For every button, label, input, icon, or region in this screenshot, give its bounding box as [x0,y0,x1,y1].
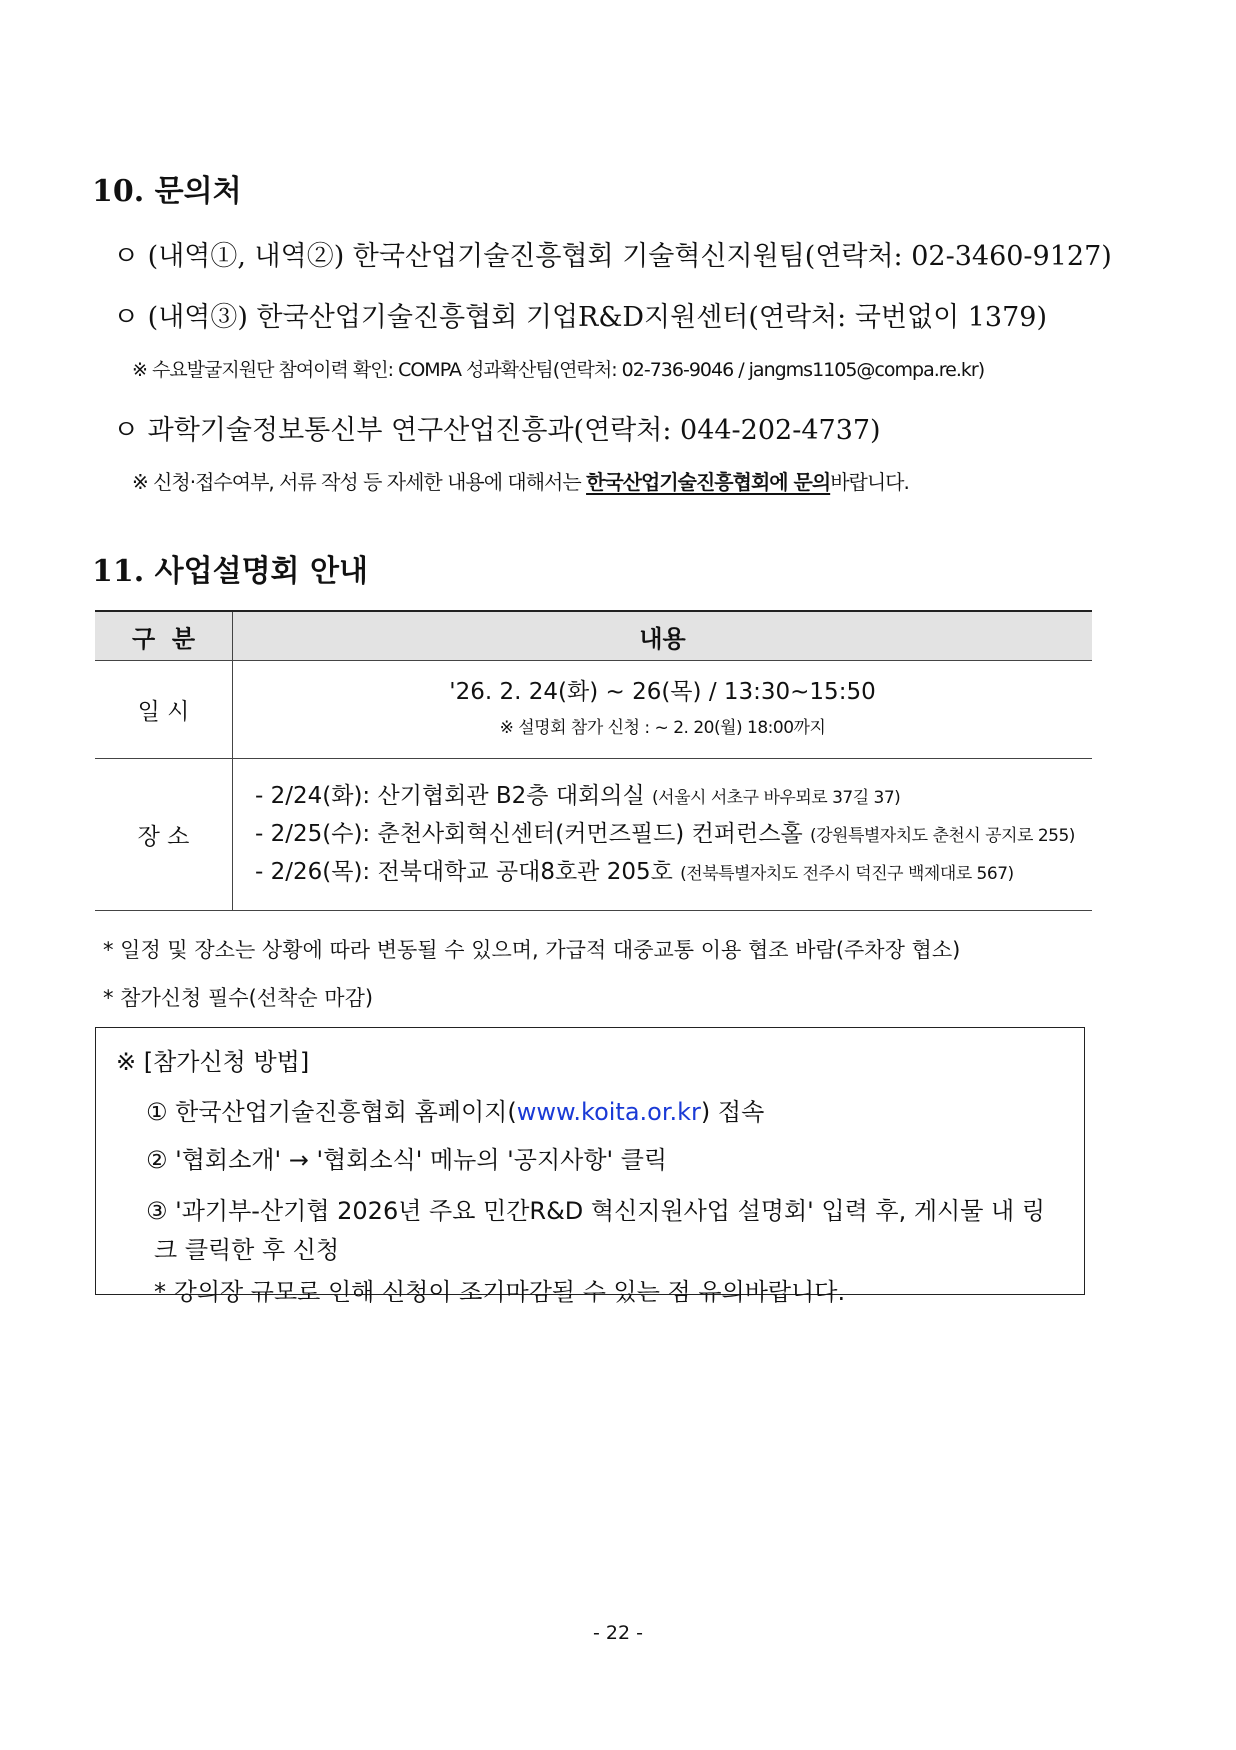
venue-line-3 [255,854,1092,892]
page-number: - 22 - [593,1622,643,1644]
inquiry-note-suffix: 바랍니다. [830,470,909,494]
section-11-title: 11. 사업설명회 안내 [92,554,368,589]
inquiry-note-prefix: ※ 신청·접수여부, 서류 작성 등 자세한 내용에 대해서는 [132,470,587,494]
table-header-row [95,611,1092,661]
step-1-suffix: ) 접속 [700,1098,765,1126]
early-closing-note: * 강의장 규모로 인해 신청이 조기마감될 수 있는 점 유의바랍니다. [154,1278,846,1306]
contact-item-3: ㅇ 과학기술정보통신부 연구산업진흥과(연락처: 044-202-4737) [113,415,881,446]
registration-step-1 [146,1092,764,1127]
datetime-main: '26. 2. 24(화) ~ 26(목) / 13:30~15:50 [449,678,876,705]
section-10-title: 10. 문의처 [92,174,242,209]
venue-1-main: - 2/24(화): 산기협회관 B2층 대회의실 [255,782,645,809]
registration-required-note: * 참가신청 필수(선착순 마감) [103,986,374,1010]
datetime-note: ※ 설명회 참가 신청 : ~ 2. 20(월) 18:00까지 [499,717,826,738]
koita-homepage-link[interactable]: www.koita.or.kr [516,1098,701,1126]
row-label-datetime: 일 시 [95,661,233,759]
schedule-change-note: * 일정 및 장소는 상황에 따라 변동될 수 있으며, 가급적 대중교통 이용 협조 바람(주차장 협소) [103,938,961,962]
table-row-datetime [95,661,1092,759]
inquiry-note-emphasis: 한국산업기술진흥협회에 문의 [586,470,831,494]
step-1-prefix: ① 한국산업기술진흥협회 홈페이지( [146,1098,517,1126]
venue-line-1 [255,778,1092,816]
contact-note-inquiry [132,466,909,495]
table-row-venue [95,759,1092,911]
venue-line-2 [255,816,1092,854]
registration-method-title: ※ [참가신청 방법] [116,1048,310,1076]
contact-item-2: ㅇ (내역③) 한국산업기술진흥협회 기업R&D지원센터(연락처: 국번없이 1379) [113,302,1047,333]
contact-note-compa: ※ 수요발굴지원단 참여이력 확인: COMPA 성과확산팀(연락처: 02-736-9046 / jangms1105@compa.re.kr) [132,359,985,381]
header-category: 구 분 [95,611,233,661]
registration-method-box [95,1027,1085,1306]
briefing-table [95,610,1092,911]
venue-2-address: (강원특별자치도 춘천시 공지로 255) [809,825,1075,846]
venue-1-address: (서울시 서초구 바우뫼로 37길 37) [652,787,901,808]
header-content: 내용 [233,611,1093,661]
registration-step-3: ③ '과기부-산기협 2026년 주요 민간R&D 혁신지원사업 설명회' 입력 후, 게시물 내 링 [146,1197,1046,1225]
venue-3-main: - 2/26(목): 전북대학교 공대8호관 205호 [255,858,673,885]
row-content-venue [233,759,1093,911]
row-content-datetime [233,661,1093,759]
registration-step-3-cont: 크 클릭한 후 신청 [154,1236,340,1264]
venue-2-main: - 2/25(수): 춘천사회혁신센터(커먼즈필드) 컨퍼런스홀 [255,820,803,847]
venue-3-address: (전북특별자치도 전주시 덕진구 백제대로 567) [680,863,1014,884]
registration-step-2: ② '협회소개' → '협회소식' 메뉴의 '공지사항' 클릭 [146,1146,668,1174]
contact-item-1: ㅇ (내역①, 내역②) 한국산업기술진흥협회 기술혁신지원팀(연락처: 02-3460-9127) [113,241,1112,272]
row-label-venue: 장 소 [95,759,233,911]
